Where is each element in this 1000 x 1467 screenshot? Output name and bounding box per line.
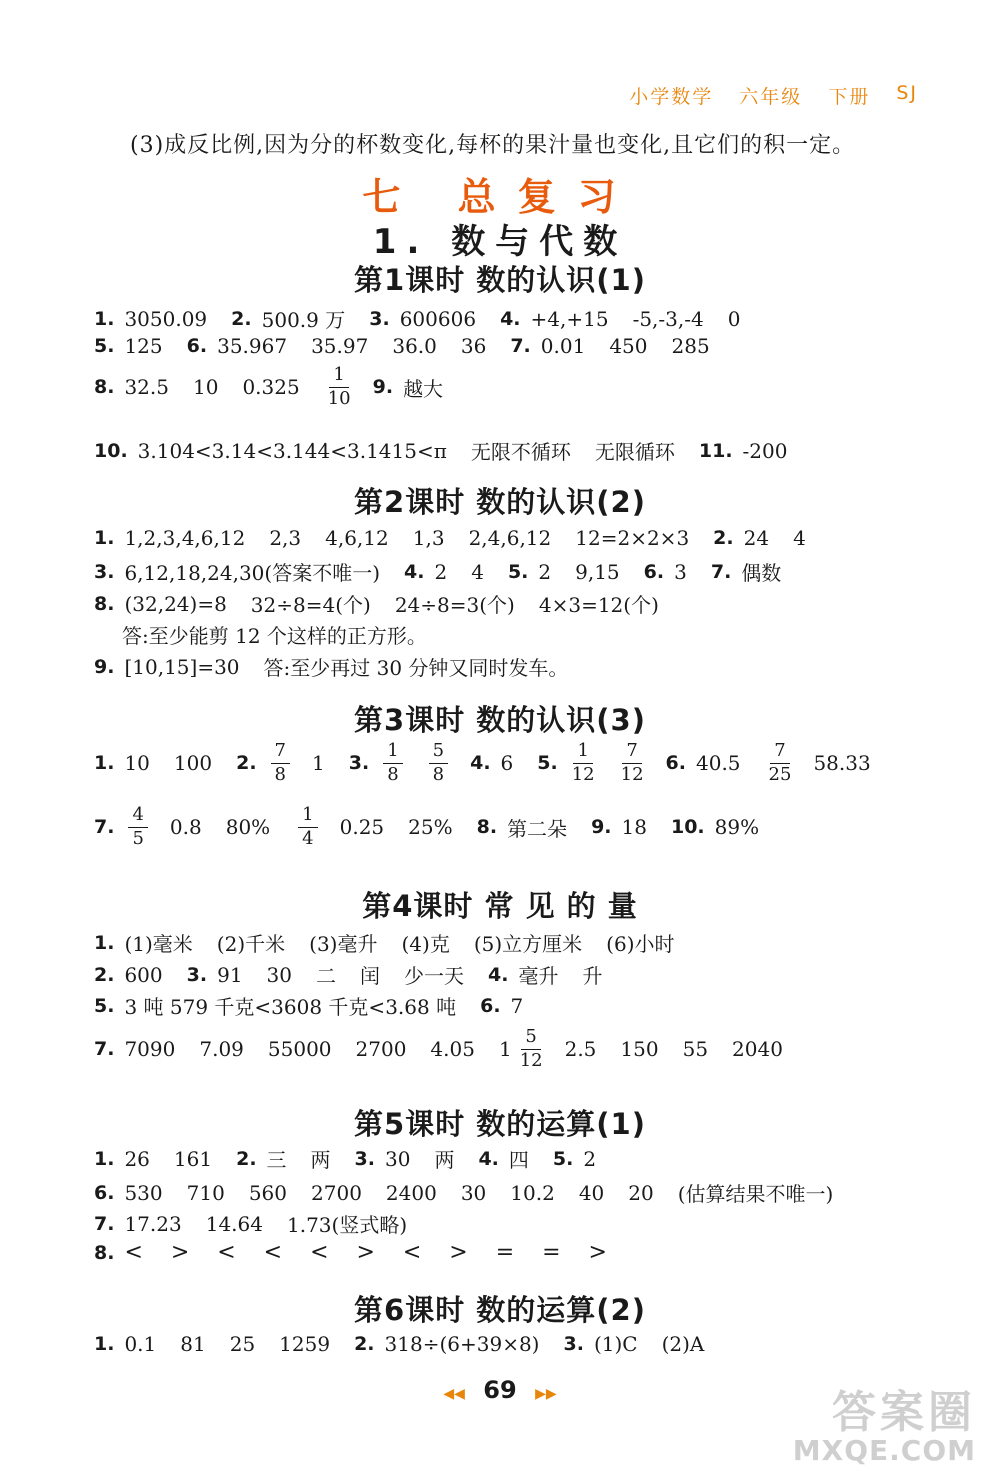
denominator: 8: [274, 763, 286, 785]
question-number: 5.: [552, 1147, 574, 1170]
question-number: 8.: [94, 1241, 115, 1264]
question-number: 9.: [94, 655, 115, 678]
page-header: [629, 82, 918, 109]
answer: 0.1: [124, 1332, 157, 1356]
question-number: 6.: [665, 752, 686, 775]
denominator: 12: [519, 1049, 543, 1071]
answer: (4)克: [401, 932, 450, 956]
answer-line: [94, 1144, 620, 1173]
whole-part: 1: [498, 1037, 512, 1062]
fraction: [298, 806, 317, 849]
answer: (3)毫升: [309, 932, 378, 956]
answer: 少一天: [404, 964, 464, 988]
answer: 2400: [385, 1180, 437, 1205]
question-number: 4.: [500, 307, 521, 330]
question-number: 6.: [186, 335, 208, 357]
answer: 无限循环: [594, 440, 675, 464]
question-number: 1.: [94, 527, 115, 549]
numerator: 7: [770, 742, 789, 764]
lesson-2-title: 第2课时 数的认识(2): [354, 485, 646, 519]
answer: 10.2: [510, 1180, 555, 1205]
question-number: 5.: [507, 560, 529, 583]
answer: 36: [460, 334, 487, 358]
answer-line: [94, 334, 734, 358]
watermark-url: MXQE.COM: [792, 1434, 976, 1467]
lesson-3-title: 第3课时 数的认识(3): [354, 703, 646, 737]
answer: 2,4,6,12: [468, 526, 552, 550]
answer: 18: [621, 815, 647, 840]
answer: 12=2×2×3: [575, 526, 690, 550]
answer: 2700: [311, 1180, 362, 1205]
answer: (1)C: [593, 1332, 638, 1356]
question-number: 2.: [236, 1147, 257, 1170]
answer: 两: [434, 1148, 455, 1172]
answer-line: [94, 557, 805, 586]
denominator: 10: [327, 387, 351, 409]
question-number: 2.: [231, 307, 252, 330]
answer: 2: [583, 1146, 597, 1171]
question-number: 9.: [372, 376, 394, 399]
answer: 4×3=12(个): [538, 593, 659, 617]
question-number: 4.: [488, 963, 509, 986]
answer: [10,15]=30: [124, 654, 240, 679]
numerator: 7: [271, 742, 290, 764]
answer: 36.0: [392, 334, 437, 358]
answer: < > < < < > < > = = >: [124, 1240, 607, 1265]
answer-line: [94, 1028, 807, 1071]
answer: 30: [385, 1146, 411, 1171]
question-number: 2.: [713, 527, 734, 549]
answer: 闰: [360, 964, 380, 988]
answer: 第二朵: [507, 816, 568, 841]
fraction: [429, 742, 448, 785]
answer: 6,12,18,24,30(答案不唯一): [124, 561, 381, 585]
question-number: 7.: [94, 816, 115, 839]
header-volume: 下册: [828, 86, 871, 108]
answer-line: [94, 652, 592, 681]
question-number: 1.: [94, 1333, 115, 1355]
answer-line: [94, 304, 764, 333]
answer: 2040: [732, 1037, 783, 1062]
answer: (6)小时: [606, 932, 675, 956]
question-number: 10.: [670, 816, 705, 839]
answer: (2)A: [661, 1332, 705, 1356]
answer: 2: [434, 559, 448, 584]
question-number: 8.: [94, 592, 115, 615]
intro-line: (3)成反比例,因为分的杯数变化,每杯的果汁量也变化,且它们的积一定。: [130, 133, 856, 158]
question-number: 4.: [404, 560, 425, 583]
left-arrows-icon: ◀◀: [443, 1386, 465, 1402]
denominator: 8: [387, 763, 399, 785]
answer-line: [94, 1178, 857, 1207]
numerator: 5: [429, 742, 448, 764]
answer: 14.64: [205, 1211, 263, 1236]
fraction: [769, 742, 792, 785]
answer: 32÷8=4(个): [250, 593, 371, 617]
denominator: 5: [132, 827, 144, 849]
answer: 二: [316, 964, 336, 988]
question-number: 3.: [563, 1333, 584, 1355]
answer: 17.23: [124, 1211, 182, 1236]
fraction: [328, 366, 351, 409]
mixed-number: [499, 1028, 565, 1071]
answer-line: [94, 1240, 631, 1265]
answer: 35.97: [311, 334, 369, 358]
answer: 升: [582, 964, 603, 988]
numerator: 4: [128, 806, 147, 828]
answer: 无限不循环: [470, 440, 571, 464]
answer: 7: [510, 993, 524, 1018]
answer: 1259: [279, 1332, 331, 1356]
answer: 2.5: [564, 1037, 597, 1062]
answer: 10: [192, 375, 219, 400]
answer: 6: [500, 751, 514, 776]
answer: 2: [538, 559, 552, 584]
question-number: 5.: [94, 994, 115, 1017]
question-number: 5.: [537, 752, 558, 775]
answer: 58.33: [813, 751, 871, 776]
question-number: 1.: [94, 1147, 115, 1170]
fraction: [572, 742, 595, 785]
question-number: 1.: [94, 931, 115, 954]
question-number: 11.: [698, 439, 733, 462]
answer: 500.9 万: [261, 308, 346, 332]
answer: 161: [173, 1146, 213, 1171]
answer: 4,6,12: [325, 526, 389, 550]
answer: 3: [674, 559, 687, 584]
answer-line: [94, 526, 830, 550]
answer: 24: [743, 526, 770, 550]
denominator: 25: [768, 763, 792, 785]
answer: 答:至少能剪 12 个这样的正方形。: [122, 624, 427, 648]
answer-line: [94, 1209, 431, 1238]
answer: 560: [248, 1180, 288, 1205]
question-number: 7.: [510, 335, 531, 357]
watermark-logo-text: 答案圈: [832, 1387, 976, 1438]
answer: 285: [671, 334, 710, 358]
answer: 3050.09: [124, 306, 208, 331]
numerator: 5: [521, 1028, 540, 1050]
answer: 3 吨 579 千克<3608 千克<3.68 吨: [124, 995, 457, 1019]
question-number: 10.: [94, 439, 128, 462]
question-number: 6.: [480, 994, 501, 1017]
lesson-5-title: 第5课时 数的运算(1): [354, 1107, 646, 1141]
answer: 450: [609, 334, 648, 358]
question-number: 1.: [94, 307, 115, 330]
question-number: 3.: [369, 307, 390, 330]
answer-line: [94, 589, 683, 618]
answer: 9,15: [575, 559, 620, 584]
question-number: 9.: [591, 816, 612, 839]
right-arrows-icon: ▶▶: [535, 1386, 557, 1402]
question-number: 2.: [354, 1333, 375, 1355]
answer: 100: [173, 751, 213, 776]
question-number: 3.: [348, 752, 370, 775]
question-number: 8.: [94, 376, 115, 399]
answer: 30: [266, 962, 292, 987]
answer: 89%: [714, 815, 760, 840]
answer: 530: [124, 1180, 163, 1205]
question-number: 7.: [94, 1038, 115, 1061]
answer: 81: [180, 1332, 206, 1356]
page-number: 69: [483, 1376, 517, 1404]
fraction: [520, 1028, 543, 1071]
answer-line: [122, 620, 451, 649]
answer: 40: [578, 1180, 605, 1205]
section-title: 1. 数与代数: [372, 222, 628, 262]
question-number: 6.: [643, 560, 665, 583]
numerator: 1: [329, 366, 348, 388]
answer: 1,3: [412, 526, 445, 550]
answer: -200: [742, 438, 788, 463]
header-subject: 小学数学: [629, 86, 714, 108]
answer: 125: [124, 334, 163, 358]
question-number: 3.: [94, 560, 115, 583]
answer: 55: [682, 1037, 709, 1062]
denominator: 12: [571, 763, 595, 785]
answer: 2700: [355, 1037, 407, 1062]
answer: 0: [727, 306, 741, 331]
answer: -5,-3,-4: [632, 306, 704, 331]
answer: 24÷8=3(个): [394, 593, 515, 617]
answer: 30: [460, 1180, 487, 1205]
answer-line: [94, 366, 467, 409]
answer: 32.5: [124, 375, 169, 400]
answer: 0.25: [339, 815, 385, 840]
answer: 318÷(6+39×8): [384, 1332, 540, 1356]
fraction: [621, 742, 644, 785]
answer: 0.8: [169, 815, 202, 840]
question-number: 1.: [94, 752, 115, 775]
answer: 55000: [267, 1037, 332, 1062]
question-number: 4.: [478, 1147, 499, 1170]
answer: 越大: [403, 376, 444, 401]
question-number: 7.: [94, 1212, 115, 1235]
answer-line: [94, 928, 699, 957]
answer: (2)千米: [216, 932, 286, 956]
answer-line: [94, 806, 783, 849]
answer: 20: [628, 1180, 654, 1205]
answer-line: [94, 436, 811, 465]
question-number: 2.: [236, 752, 257, 775]
fraction: [128, 806, 147, 849]
numerator: 1: [573, 742, 592, 764]
answer: (5)立方厘米: [473, 932, 583, 956]
lesson-1-title: 第1课时 数的认识(1): [354, 263, 646, 297]
answer: 4: [793, 526, 806, 550]
denominator: 4: [302, 827, 314, 849]
answer: 四: [508, 1148, 529, 1172]
answer-line: [94, 1332, 728, 1356]
answer: 25: [229, 1332, 256, 1356]
answer: 150: [620, 1037, 659, 1062]
fraction: [271, 742, 290, 785]
answer: 0.325: [242, 375, 300, 400]
lesson-6-title: 第6课时 数的运算(2): [354, 1293, 646, 1327]
answer: (1)毫米: [124, 932, 193, 956]
question-number: 6.: [94, 1181, 115, 1204]
answer: 7.09: [199, 1037, 244, 1062]
answer: 10: [124, 751, 150, 776]
answer: 40.5: [696, 751, 741, 776]
header-grade: 六年级: [739, 86, 803, 108]
answer: 7090: [124, 1037, 176, 1062]
question-number: 3.: [186, 963, 208, 986]
answer: 3.104<3.14<3.14̇4̇<3.1415<π: [137, 438, 447, 463]
question-number: 3.: [354, 1147, 375, 1170]
answer: 2,3: [269, 526, 302, 550]
answer: 1.73(竖式略): [286, 1213, 408, 1237]
answer: (32,24)=8: [124, 591, 227, 616]
answer: 1,2,3,4,6,12: [124, 526, 246, 550]
answer: 91: [217, 962, 243, 987]
answer: 35.967: [217, 334, 288, 358]
answer: 26: [124, 1146, 150, 1171]
answer: 答:至少再过 30 分钟又同时发车。: [263, 656, 569, 680]
fraction: [383, 742, 402, 785]
chapter-title: 七 总复习: [362, 175, 638, 219]
numerator: 7: [622, 742, 641, 764]
answer: 0.01: [540, 334, 586, 358]
lesson-4-title: 第4课时 常 见 的 量: [362, 889, 638, 923]
numerator: 1: [298, 806, 317, 828]
answer: 4.05: [430, 1037, 475, 1062]
answer-line: [94, 960, 626, 989]
answer: 三: [266, 1148, 287, 1172]
answer: +4,+15: [530, 306, 609, 331]
watermark: [792, 1387, 976, 1467]
answer: 25%: [408, 815, 453, 840]
answer: 偶数: [741, 561, 782, 585]
answer-line: [94, 991, 547, 1020]
answer: 600606: [399, 306, 477, 331]
answer: 600: [124, 962, 163, 987]
answer: 1: [312, 751, 325, 776]
answer: 毫升: [518, 964, 559, 988]
answer: 4: [471, 559, 484, 584]
question-number: 4.: [470, 752, 491, 775]
denominator: 8: [432, 763, 445, 785]
answer: 两: [310, 1148, 331, 1172]
question-number: 7.: [710, 560, 732, 583]
answer: 80%: [225, 815, 271, 840]
question-number: 5.: [94, 335, 115, 357]
answer-line: [94, 742, 895, 785]
answer: 710: [186, 1180, 225, 1205]
header-edition: SJ: [896, 82, 918, 104]
answer: (估算结果不唯一): [677, 1182, 834, 1206]
denominator: 12: [620, 763, 644, 785]
question-number: 8.: [476, 816, 498, 839]
numerator: 1: [383, 742, 402, 764]
question-number: 2.: [94, 963, 115, 986]
